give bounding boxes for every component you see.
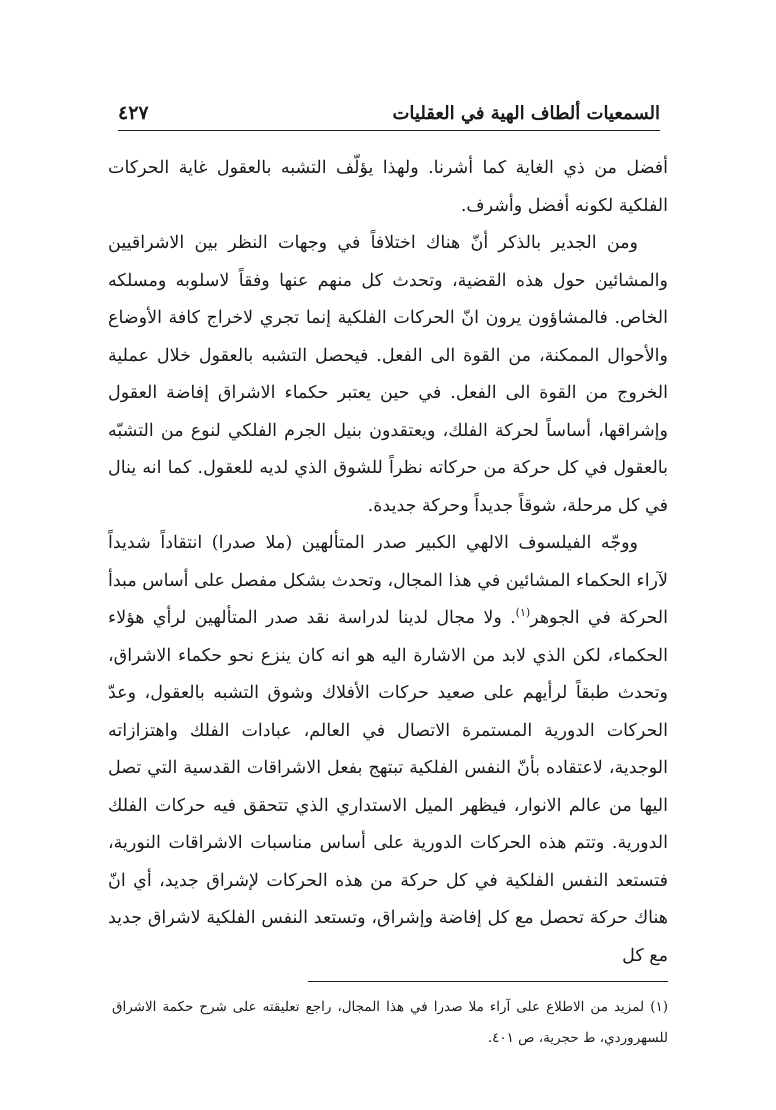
footnote-text: لمزيد من الاطلاع على آراء ملا صدرا في هذا المجال، راجع تعليقته على شرح حكمة الاشراق للسهروردي، ط حجرية، ص ٤٠١. <box>112 999 668 1046</box>
paragraph-3-rest: . ولا مجال لدينا لدراسة نقد صدر المتألهين لرأي هؤلاء الحكماء، لكن الذي لابد من الاشارة اليه هو انه كان ينزع نحو حكماء الاشراق، وتحدث طبقاً لرأيهم على صعيد حركات الأفلاك وشوق التشبه بالعقول، وعدّ الحركات الدورية المستمرة الاتصال في العالم، عبادات الفلك واهتزازاته الوجدية، لاعتقاده بأنّ النفس الفلكية تبتهج بفعل الاشراقات القدسية التي تصل اليها من عالم الانوار، فيظهر الميل الاستداري الذي تتحقق فيه حركات الفلك الدورية. وتتم هذه الحركات الدورية على أساس مناسبات الاشراقات النورية، فتستعد النفس الفلكية في كل حركة من هذه الحركات لإشراق جديد، أي انّ هناك حركة تحصل مع كل إفاضة وإشراق، وتستعد النفس الفلكية لاشراق جديد مع كل <box>108 608 668 966</box>
footnote-divider <box>308 981 668 982</box>
running-header <box>118 96 660 131</box>
paragraph-3 <box>108 525 668 975</box>
paragraph-1: أفضل من ذي الغاية كما أشرنا. ولهذا يؤلّف التشبه بالعقول غاية الحركات الفلكية لكونه أفضل وأشرف. <box>108 158 668 216</box>
footnote <box>112 992 668 1054</box>
page-number: ٤٢٧ <box>118 102 149 124</box>
main-text <box>108 150 668 975</box>
paragraph-3-start: ووجّه الفيلسوف الالهي الكبير صدر المتألهين (ملا صدرا) انتقاداً شديداً لآراء الحكماء المشائين في هذا المجال، وتحدث بشكل مفصل على أساس مبدأ الحركة في الجوهر <box>108 533 668 628</box>
paragraph-2: ومن الجدير بالذكر أنّ هناك اختلافاً في وجهات النظر بين الاشراقيين والمشائين حول هذه القضية، وتحدث كل منهم عنها وفقاً لاسلوبه ومسلكه الخاص. فالمشاؤون يرون انّ الحركات الفلكية إنما تجري لاخراج كافة الأوضاع والأحوال الممكنة، من القوة الى الفعل. فيحصل التشبه بالعقول خلال عملية الخروج من القوة الى الفعل. في حين يعتبر حكماء الاشراق إفاضة العقول وإشراقها، أساساً لحركة الفلك، ويعتقدون بنيل الجرم الفلكي لنوع من التشبّه بالعقول في كل حركة من حركاته نظراً للشوق الذي لديه للعقول. كما انه ينال في كل مرحلة، شوقاً جديداً وحركة جديدة. <box>108 233 668 516</box>
running-title: السمعيات ألطاف الهية في العقليات <box>392 102 660 124</box>
footnote-marker: (١) <box>650 999 669 1015</box>
footnote-reference[interactable]: (١) <box>515 606 531 620</box>
